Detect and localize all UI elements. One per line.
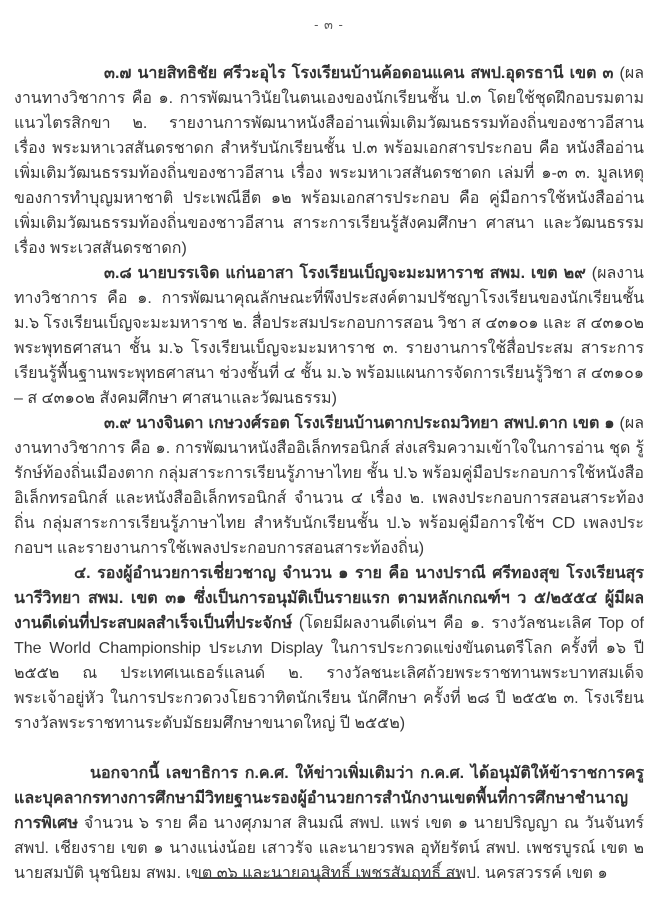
- paragraph-3-7: [14, 61, 644, 261]
- paragraph-4-body: (โดยมีผลงานดีเด่นฯ คือ ๑. รางวัลชนะเลิศ Top of The World Championship ประเภท Display ในการประกวดแข่งขันดนตรีโลก ครั้งที่ ๑๖ ปี ๒๕๕๒ ณ ประเทศเนเธอร์แลนด์ ๒. รางวัลชนะเลิศถ้วยพระราชทานพระบาทสมเด็จพระเจ้าอยู่หัว ในการประกวดวงโยธวาทิตนักเรียน นักศึกษา ครั้งที่ ๒๘ ปี ๒๕๕๒ ๓. โรงเรียนรางวัลพระราชทานระดับมัธยมศึกษาขนาดใหญ่ ปี ๒๕๕๒): [14, 615, 644, 732]
- paragraph-4-heading: ๔. รองผู้อำนวยการเชี่ยวชาญ จำนวน ๑ ราย คือ นางปราณี ศรีทองสุข โรงเรียนสุรนารีวิทยา สพม. เขต ๓๑ ซึ่งเป็นการอนุมัติเป็นรายแรก ตามหลักเกณฑ์ฯ ว ๕/๒๕๕๔ ผู้มีผลงานดีเด่นที่ประสบผลสำเร็จเป็นที่ประจักษ์: [14, 565, 644, 632]
- paragraph-3-9-heading: ๓.๙ นางจินดา เกษวงศ์รอต โรงเรียนบ้านตากประถมวิทยา สพป.ตาก เขต ๑: [104, 415, 620, 432]
- paragraph-3-7-heading: ๓.๗ นายสิทธิชัย ศรีวะอุไร โรงเรียนบ้านค้อดอนแคน สพป.อุดรธานี เขต ๓: [104, 65, 620, 82]
- paragraph-additional-note-heading: นอกจากนี้ เลขาธิการ ก.ค.ศ. ให้ข่าวเพิ่มเติมว่า ก.ค.ศ. ได้อนุมัติให้ข้าราชการครูและบุคลากรทางการศึกษามีวิทยฐานะรองผู้อำนวยการสำนักงานเขตพื้นที่การศึกษาชำนาญการพิเศษ: [14, 765, 644, 832]
- paragraph-4: [14, 561, 644, 736]
- paragraph-3-8-body: (ผลงานทางวิชาการ คือ ๑. การพัฒนาคุณลักษณะที่พึงประสงค์ตามปรัชญาโรงเรียนของนักเรียนชั้น ม.๖ โรงเรียนเบ็ญจะมะมหาราช ๒. สื่อประสมประกอบการสอน วิชา ส ๔๓๑๐๑ และ ส ๔๓๑๐๒ พระพุทธศาสนา ชั้น ม.๖ โรงเรียนเบ็ญจะมะมหาราช ๓. รายงานการใช้สื่อประสม สาระการเรียนรู้พื้นฐานพระพุทธศาสนา ช่วงชั้นที่ ๔ ชั้น ม.๖ พร้อมแผนการจัดการเรียนรู้วิชา ส ๔๓๑๐๑ – ส ๔๓๑๐๒ สังคมศึกษา ศาสนาและวัฒนธรรม): [14, 265, 645, 407]
- footer-divider: [199, 877, 461, 879]
- paragraph-3-8-heading: ๓.๘ นายบรรเจิด แก่นอาสา โรงเรียนเบ็ญจะมะมหาราช สพม. เขต ๒๙: [104, 265, 592, 282]
- paragraph-additional-note: [14, 761, 644, 886]
- paragraph-3-9-body: (ผลงานทางวิชาการ คือ ๑. การพัฒนาหนังสืออิเล็กทรอนิกส์ ส่งเสริมความเข้าใจในการอ่าน ชุด รู้รักษ์ท้องถิ่นเมืองตาก กลุ่มสาระการเรียนรู้ภาษาไทย ชั้น ป.๖ พร้อมคู่มือประกอบการใช้หนังสืออิเล็กทรอนิกส์ และหนังสืออิเล็กทรอนิกส์ จำนวน ๔ เรื่อง ๒. เพลงประกอบการสอนสาระท้องถิ่น กลุ่มสาระการเรียนรู้ภาษาไทย สำหรับนักเรียนชั้น ป.๖ พร้อมคู่มือการใช้ฯ CD เพลงประกอบฯ และรายงานการใช้เพลงประกอบการสอนสาระท้องถิ่น): [14, 415, 644, 557]
- paragraph-additional-note-body: จำนวน ๖ ราย คือ นางศุภมาส สินมณี สพป. แพร่ เขต ๑ นายปริญญา ณ วันจันทร์ สพป. เชียงราย เขต ๑ นางแน่งน้อย เสาวรัจ และนายวรพล อุทัยรัตน์ สพป. เพชรบูรณ์ เขต ๒ นายสมบัติ นุชนิยม สพม. เขต ๓๖ และนายอนุสิทธิ์ เพชรสัมฤทธิ์ สพป. นครสวรรค์ เขต ๑: [14, 815, 644, 882]
- paragraph-3-7-body: (ผลงานทางวิชาการ คือ ๑. การพัฒนาวินัยในตนเองของนักเรียนชั้น ป.๓ โดยใช้ชุดฝึกอบรมตามแนวไตรสิกขา ๒. รายงานการพัฒนาหนังสืออ่านเพิ่มเติมวัฒนธรรมท้องถิ่นของชาวอีสาน เรื่อง พระมหาเวสสันดรชาดก สำหรับนักเรียนชั้น ป.๓ พร้อมเอกสารประกอบ คือ หนังสืออ่านเพิ่มเติมวัฒนธรรมท้องถิ่นของชาวอีสาน เรื่อง พระมหาเวสสันดรชาดก เล่มที่ ๑-๓ ๓. มูลเหตุของการทำบุญมหาชาติ ประเพณีฮีต ๑๒ พร้อมเอกสารประกอบ คือ คู่มือการใช้หนังสืออ่านเพิ่มเติมวัฒนธรรมท้องถิ่นของชาวอีสาน สาระการเรียนรู้สังคมศึกษา ศาสนา และวัฒนธรรม เรื่อง พระเวสสันดรชาดก): [14, 65, 644, 257]
- page-number: - ๓ -: [314, 17, 344, 32]
- paragraph-3-8: [14, 261, 644, 411]
- paragraph-3-9: [14, 411, 644, 561]
